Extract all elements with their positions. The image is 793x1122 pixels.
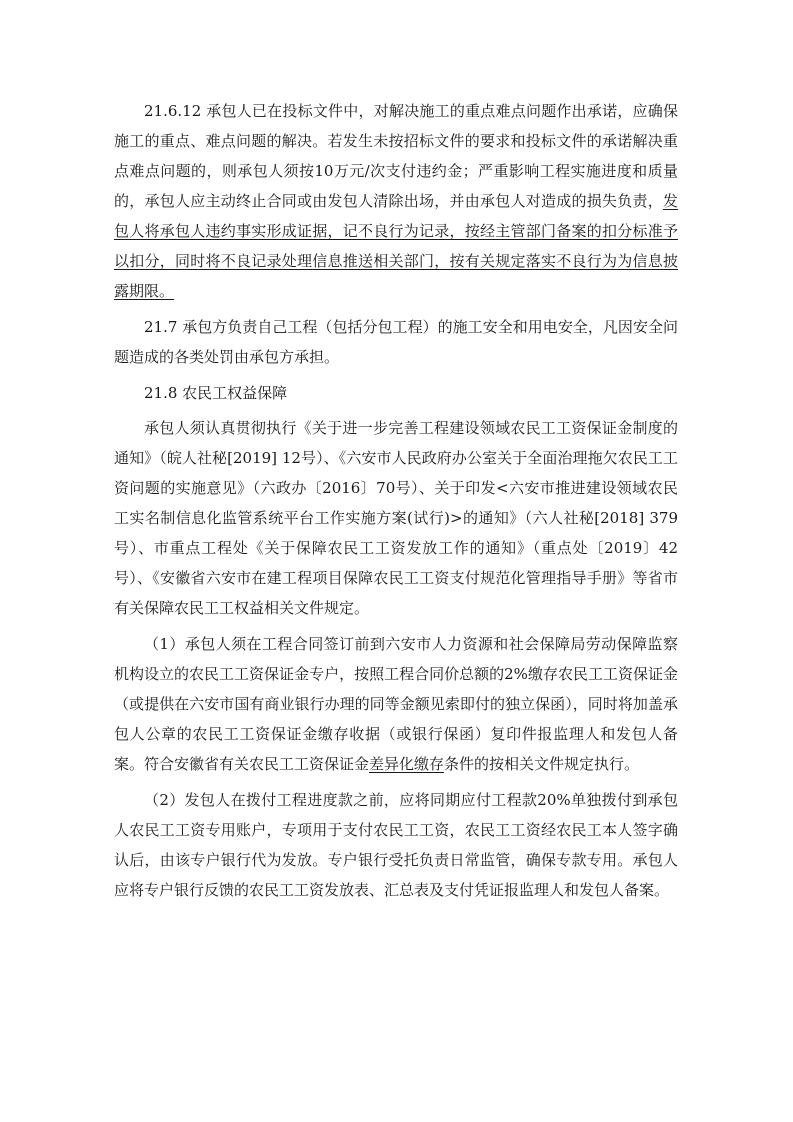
document-body: [114, 96, 678, 911]
paragraph-item-1-text: （1）承包人须在工程合同签订前到六安市人力资源和社会保障局劳动保障监察机构设立的农民工工资保证金专户，按照工程合同价总额的2%缴存农民工工资保证金（或提供在六安市国有商业银行办理的同等金额见索即付的独立保函），同时将加盖承包人公章的农民工工资保证金缴存收据（或银行保函）复印件报监理人和发包人备案。符合安徽省有关农民工工资保证金: [114, 635, 678, 773]
paragraph-21-6-12-underlined: 发包人将承包人违约事实形成证据，记不良行为记录，按经主管部门备案的扣分标准予以扣分，同时将不良记录处理信息推送相关部门，按有关规定落实不良行为为信息披露期限。: [114, 192, 678, 300]
paragraph-21-6-12-text: 21.6.12 承包人已在投标文件中，对解决施工的重点难点问题作出承诺，应确保施工的重点、难点问题的解决。若发生未按招标文件的要求和投标文件的承诺解决重点难点问题的，则承包人须按10万元/次支付违约金；严重影响工程实施进度和质量的，承包人应主动终止合同或由发包人清除出场，并由承包人对造成的损失负责，: [114, 102, 678, 210]
paragraph-item-2: （2）发包人在拨付工程进度款之前，应将同期应付工程款20%单独拨付到承包人农民工工资专用账户，专项用于支付农民工工资，农民工工资经农民工本人签字确认后，由该专户银行代为发放。专户银行受托负责日常监管，确保专款专用。承包人应将专户银行反馈的农民工工资发放表、汇总表及支付凭证报监理人和发包人备案。: [114, 791, 678, 899]
paragraph-21-6-12: [114, 96, 678, 306]
paragraph-21-7: 21.7 承包方负责自己工程（包括分包工程）的施工安全和用电安全，凡因安全问题造成的各类处罚由承包方承担。: [114, 318, 678, 366]
paragraph-item-1-tail: 条件的按相关文件规定执行。: [444, 755, 640, 773]
paragraph-labor-rights: 承包人须认真贯彻执行《关于进一步完善工程建设领域农民工工资保证金制度的通知》（皖人社秘[2019] 12号）、《六安市人民政府办公室关于全面治理拖欠农民工工资问题的实施意见》（六政办〔2016〕70号）、关于印发<六安市推进建设领域农民工实名制信息化监管系统平台工作实施方案(试行)>的通知》（六人社秘[2018] 379号）、市重点工程处《关于保障农民工工资发放工作的通知》（重点处〔2019〕42号）、《安徽省六安市在建工程项目保障农民工工资支付规范化管理指导手册》等省市有关保障农民工工权益相关文件规定。: [114, 419, 678, 617]
heading-21-8: 21.8 农民工权益保障: [144, 384, 288, 402]
paragraph-item-1: [114, 629, 678, 779]
paragraph-item-1-underlined: 差异化缴存: [369, 755, 445, 773]
